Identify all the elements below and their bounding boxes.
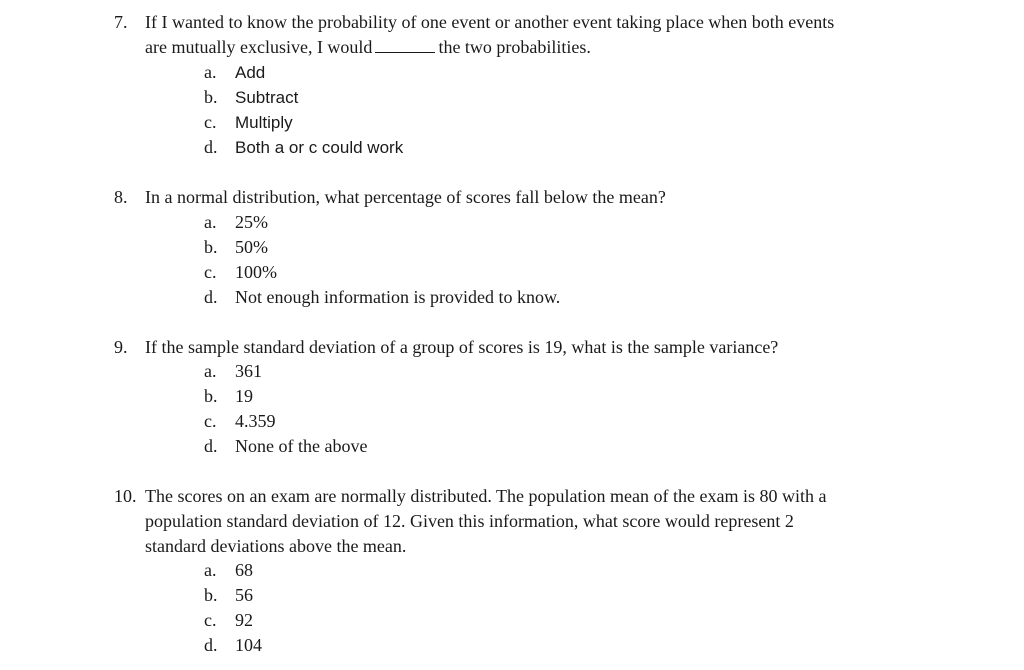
option-text: 19 — [235, 386, 253, 406]
option-text: 104 — [235, 635, 262, 655]
option-letter: a. — [204, 560, 217, 580]
option-letter: a. — [204, 62, 217, 82]
option-letter: b. — [204, 386, 218, 406]
option-letter: d. — [204, 137, 218, 157]
option-text: 361 — [235, 361, 262, 381]
option-letter: b. — [204, 87, 218, 107]
option-text: Both a or c could work — [235, 138, 404, 157]
option-letter: c. — [204, 112, 217, 132]
option-letter: d. — [204, 635, 218, 655]
option-letter: c. — [204, 610, 217, 630]
fill-in-blank — [375, 38, 435, 53]
option-letter: b. — [204, 237, 218, 257]
option-text: None of the above — [235, 436, 368, 456]
question-text-line: standard deviations above the mean. — [145, 536, 407, 556]
option-letter: d. — [204, 287, 218, 307]
question-number: 7. — [114, 12, 128, 32]
question-text-line: If the sample standard deviation of a group of scores is 19, what is the sample variance? — [145, 337, 779, 357]
option-text: 4.359 — [235, 411, 276, 431]
question-text-line: The scores on an exam are normally distributed. The population mean of the exam is 80 with a — [145, 486, 827, 506]
option-text: 92 — [235, 610, 253, 630]
question-text-line-with-blank — [145, 35, 591, 60]
option-text: 68 — [235, 560, 253, 580]
option-text: 50% — [235, 237, 268, 257]
question-number: 9. — [114, 337, 128, 357]
question-text-segment: the two probabilities. — [438, 37, 591, 57]
option-text: Subtract — [235, 88, 299, 107]
option-text: Add — [235, 63, 266, 82]
option-letter: a. — [204, 361, 217, 381]
option-letter: b. — [204, 585, 218, 605]
option-letter: a. — [204, 212, 217, 232]
question-text-segment: are mutually exclusive, I would — [145, 37, 373, 57]
option-text: 56 — [235, 585, 253, 605]
option-letter: c. — [204, 262, 217, 282]
question-text-line: In a normal distribution, what percentage of scores fall below the mean? — [145, 187, 666, 207]
option-letter: c. — [204, 411, 217, 431]
option-text: 25% — [235, 212, 268, 232]
option-text: 100% — [235, 262, 277, 282]
option-text: Not enough information is provided to know. — [235, 287, 561, 307]
question-number: 8. — [114, 187, 128, 207]
question-text-line: If I wanted to know the probability of one event or another event taking place when both events — [145, 12, 835, 32]
question-text-line: population standard deviation of 12. Given this information, what score would represent 2 — [145, 511, 794, 531]
option-text: Multiply — [235, 113, 293, 132]
question-number: 10. — [114, 486, 137, 506]
option-letter: d. — [204, 436, 218, 456]
